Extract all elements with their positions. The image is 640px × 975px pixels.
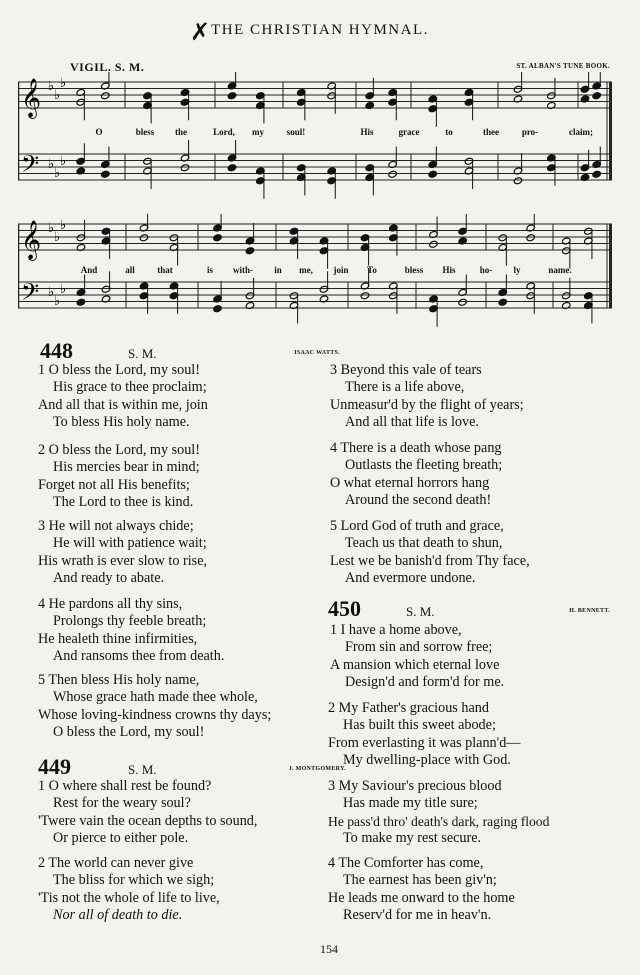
stanza <box>328 778 549 847</box>
lyric-syllable: in <box>274 265 282 275</box>
lyric-syllable: ly <box>513 265 521 275</box>
svg-text:♭: ♭ <box>60 218 67 233</box>
handwritten-mark: ✗ <box>190 18 211 46</box>
stanza-line: 'Tis not the whole of life to live, <box>38 889 220 906</box>
stanza-line: Teach us that death to shun, <box>345 535 503 552</box>
stanza-line: Whose loving-kindness crowns thy days; <box>38 706 272 723</box>
stanza-line: Around the second death! <box>345 491 492 508</box>
stanza-line: Unmeasur'd by the flight of years; <box>330 396 524 413</box>
lyric-syllable: His <box>442 265 456 275</box>
stanza-line: O bless the Lord, my soul! <box>53 723 205 740</box>
stanza <box>328 855 515 924</box>
stanza-line: From everlasting it was plann'd— <box>328 734 521 751</box>
stanza <box>330 362 524 431</box>
hymn-author: ISAAC WATTS. <box>294 350 340 356</box>
stanza-line: 5 Then bless His holy name, <box>38 672 200 688</box>
stanza-line: And all that life is love. <box>345 413 479 430</box>
stanza-line: The earnest has been giv'n; <box>343 872 497 889</box>
lyric-syllable: is <box>206 265 214 275</box>
stanza <box>38 672 271 741</box>
svg-text:♭: ♭ <box>48 79 55 94</box>
system-2-lyrics <box>0 265 640 277</box>
stanza-line: 4 The Comforter has come, <box>328 855 484 871</box>
hymn-author: H. BENNETT. <box>569 608 610 614</box>
stanza-line: 1 I have a home above, <box>330 622 462 638</box>
svg-text:♭: ♭ <box>54 294 61 309</box>
stanza-line: 3 He will not always chide; <box>38 518 194 534</box>
lyric-syllable: O <box>95 127 103 137</box>
svg-text:𝄞: 𝄞 <box>21 220 42 260</box>
lyric-syllable: join <box>333 265 349 275</box>
lyric-syllable: ho- <box>479 265 493 275</box>
stanza-line: He pass'd thro' death's dark, raging flood <box>328 813 550 829</box>
lyric-syllable: His <box>360 127 374 137</box>
stanza-line: Design'd and form'd for me. <box>345 673 505 690</box>
stanza-line: 2 My Father's gracious hand <box>328 700 489 716</box>
stanza-line: Or pierce to either pole. <box>53 829 189 846</box>
music-system-2 <box>18 214 612 344</box>
stanza-line: A mansion which eternal love <box>330 656 500 673</box>
stanza-line: O what eternal horrors hang <box>330 474 490 491</box>
svg-text:♭: ♭ <box>60 282 67 297</box>
stanza-line: And ready to abate. <box>53 569 165 586</box>
hymn-meter: S. M. <box>128 762 157 777</box>
stanza-line: Rest for the weary soul? <box>53 795 191 812</box>
stanza <box>38 518 207 587</box>
svg-text:♭: ♭ <box>60 76 67 91</box>
svg-text:𝄞: 𝄞 <box>21 78 42 118</box>
stanza-line: His mercies bear in mind; <box>53 459 200 476</box>
svg-text:♭: ♭ <box>54 88 61 103</box>
lyric-syllable: to <box>445 127 453 137</box>
svg-text:♭: ♭ <box>60 154 67 169</box>
stanza-line: And ransoms thee from death. <box>53 647 225 664</box>
stanza-line: From sin and sorrow free; <box>345 639 493 656</box>
stanza-line: Nor all of death to die. <box>53 906 183 923</box>
lyric-syllable: bless <box>135 127 155 137</box>
lyric-syllable: bless <box>404 265 424 275</box>
stanza <box>38 778 257 847</box>
stanza-line: 3 My Saviour's precious blood <box>328 778 502 794</box>
svg-text:𝄢: 𝄢 <box>21 278 40 311</box>
stanza-line: Prolongs thy feeble breath; <box>53 613 207 630</box>
stanza-line: And all that is within me, join <box>38 396 208 413</box>
page-number: 154 <box>320 942 338 956</box>
svg-text:♭: ♭ <box>48 157 55 172</box>
svg-text:♭: ♭ <box>48 285 55 300</box>
svg-text:♭: ♭ <box>54 230 61 245</box>
stanza-line: 4 There is a death whose pang <box>330 440 502 456</box>
hymn-449-header <box>38 754 346 780</box>
stanza-line: His grace to thee proclaim; <box>53 379 207 396</box>
stanza-line: The bliss for which we sigh; <box>53 872 215 889</box>
stanza <box>38 442 200 511</box>
stanza-line: 'Twere vain the ocean depths to sound, <box>38 812 258 829</box>
hymn-450-header <box>328 596 610 622</box>
lyric-syllable: To <box>367 265 377 275</box>
stanza-line: 2 O bless the Lord, my soul! <box>38 442 200 458</box>
stanza-line: Forget not all His benefits; <box>38 476 190 493</box>
stanza-line: Has made my title sure; <box>343 795 478 812</box>
stanza-line: He leads me onward to the home <box>328 889 515 906</box>
stanza <box>328 700 520 769</box>
stanza <box>330 622 504 691</box>
stanza-line: Outlasts the fleeting breath; <box>345 457 503 474</box>
stanza-line: To bless His holy name. <box>53 413 190 430</box>
stanza <box>38 362 208 431</box>
music-staff-graphic <box>18 214 612 344</box>
stanza-line: Whose grace hath made thee whole, <box>53 689 258 706</box>
stanza <box>330 518 530 587</box>
stanza <box>38 596 224 665</box>
lyric-syllable: soul! <box>286 127 306 137</box>
lyric-syllable: the <box>175 127 187 137</box>
lyric-syllable: And <box>80 265 98 275</box>
lyric-syllable: with- <box>233 265 253 275</box>
svg-text:♭: ♭ <box>48 221 55 236</box>
stanza-line: Lest we be banish'd from Thy face, <box>330 552 530 569</box>
hymn-number: 448 <box>40 338 73 363</box>
lyric-syllable: Lord, <box>213 127 235 137</box>
stanza-line: Has built this sweet abode; <box>343 717 496 734</box>
lyric-syllable: thee <box>483 127 499 137</box>
stanza-line: 1 O bless the Lord, my soul! <box>38 362 200 378</box>
lyric-syllable: that <box>157 265 173 275</box>
hymn-448-header <box>40 338 340 364</box>
stanza-line: My dwelling-place with God. <box>343 751 511 768</box>
lyric-syllable: all <box>125 265 135 275</box>
stanza-line: The Lord to thee is kind. <box>53 493 194 510</box>
stanza-line: There is a life above, <box>345 379 465 396</box>
tune-source: ST. ALBAN'S TUNE BOOK. <box>516 62 610 70</box>
lyric-syllable: grace <box>398 127 420 137</box>
stanza-line: And evermore undone. <box>345 569 476 586</box>
hymn-meter: S. M. <box>406 604 435 619</box>
lyric-syllable: me, <box>299 265 313 275</box>
svg-text:𝄢: 𝄢 <box>21 150 40 183</box>
tune-name: VIGIL. S. M. <box>70 60 145 74</box>
hymn-number: 449 <box>38 754 71 779</box>
stanza-line: To make my rest secure. <box>343 829 482 846</box>
lyric-syllable: pro- <box>521 127 539 137</box>
stanza-line: He healeth thine infirmities, <box>38 630 198 647</box>
stanza-line: His wrath is ever slow to rise, <box>38 552 208 569</box>
stanza-line: 5 Lord God of truth and grace, <box>330 518 504 534</box>
stanza-line: 3 Beyond this vale of tears <box>330 362 482 378</box>
stanza-line: 4 He pardons all thy sins, <box>38 596 183 612</box>
page-title: THE CHRISTIAN HYMNAL. <box>211 22 429 38</box>
system-1-lyrics <box>0 127 640 139</box>
lyric-syllable: my <box>252 127 264 137</box>
stanza-line: Reserv'd for me in heav'n. <box>343 906 492 923</box>
svg-text:♭: ♭ <box>54 166 61 181</box>
lyric-syllable: claim; <box>569 127 593 137</box>
stanza-line: He will with patience wait; <box>53 535 207 552</box>
stanza <box>330 440 502 509</box>
hymn-number: 450 <box>328 596 361 621</box>
hymn-meter: S. M. <box>128 346 157 361</box>
hymn-author: J. MONTGOMERY. <box>288 766 346 772</box>
stanza-line: 2 The world can never give <box>38 855 194 871</box>
stanza-line: 1 O where shall rest be found? <box>38 778 212 794</box>
stanza <box>38 855 220 924</box>
lyric-syllable: name. <box>548 265 572 275</box>
